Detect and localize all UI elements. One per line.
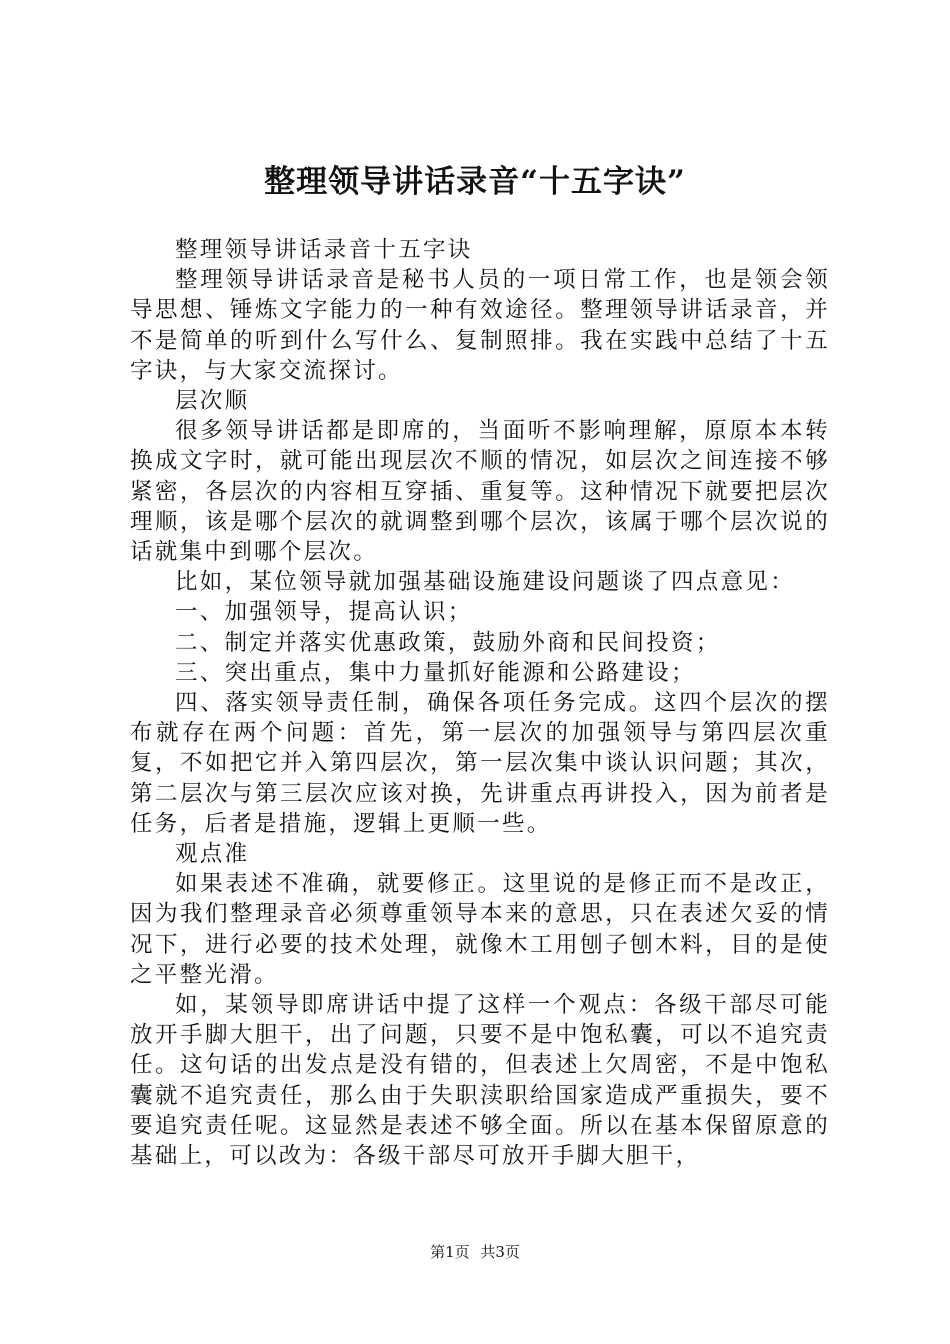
body-paragraph: 如果表述不准确，就要修正。这里说的是修正而不是改正，因为我们整理录音必须尊重领导本来的意思，只在表述欠妥的情况下，进行必要的技术处理，就像木工用刨子刨木料，目的是使之平整光滑。 bbox=[130, 871, 830, 988]
document-body bbox=[130, 235, 830, 1171]
section-heading: 层次顺 bbox=[175, 388, 250, 415]
list-item: 二、制定并落实优惠政策，鼓励外商和民间投资； bbox=[175, 629, 721, 656]
document-title: 整理领导讲话录音“十五字诀” bbox=[264, 164, 686, 200]
page-footer bbox=[0, 1242, 950, 1262]
body-paragraph: 很多领导讲话都是即席的，当面听不影响理解，原原本本转换成文字时，就可能出现层次不顺的情况，如层次之间连接不够紧密，各层次的内容相互穿插、重复等。这种情况下就要把层次理顺，该是哪个层次的就调整到哪个层次，该属于哪个层次说的话就集中到哪个层次。 bbox=[130, 418, 830, 566]
intro-paragraph: 整理领导讲话录音是秘书人员的一项日常工作，也是领会领导思想、锤炼文字能力的一种有效途径。整理领导讲话录音，并不是简单的听到什么写什么、复制照排。我在实践中总结了十五字诀，与大家交流探讨。 bbox=[130, 267, 830, 384]
subtitle-paragraph: 整理领导讲话录音十五字诀 bbox=[175, 237, 473, 263]
body-paragraph: 比如，某位领导就加强基础设施建设问题谈了四点意见： bbox=[175, 569, 796, 596]
page-total: 共3页 bbox=[480, 1243, 520, 1261]
list-item: 一、加强领导，提高认识； bbox=[175, 599, 473, 626]
body-paragraph: 如，某领导即席讲话中提了这样一个观点：各级干部尽可能放开手脚大胆干，出了问题，只要不是中饱私囊，可以不追究责任。这句话的出发点是没有错的，但表述上欠周密，不是中饱私囊就不追究责任，那么由于失职渎职给国家造成严重损失，要不要追究责任呢。这显然是表述不够全面。所以在基本保留原意的基础上，可以改为：各级干部尽可放开手脚大胆干， bbox=[130, 992, 830, 1170]
section-heading: 观点准 bbox=[175, 841, 250, 868]
list-item: 四、落实领导责任制，确保各项任务完成。这四个层次的摆布就存在两个问题：首先，第一层次的加强领导与第四层次重复，不如把它并入第四层次，第一层次集中谈认识问题；其次，第二层次与第三层次应该对换，先讲重点再讲投入，因为前者是任务，后者是措施，逻辑上更顺一些。 bbox=[130, 690, 830, 837]
list-item: 三、突出重点，集中力量抓好能源和公路建设； bbox=[175, 659, 696, 686]
page-number: 第1页 bbox=[430, 1243, 470, 1261]
